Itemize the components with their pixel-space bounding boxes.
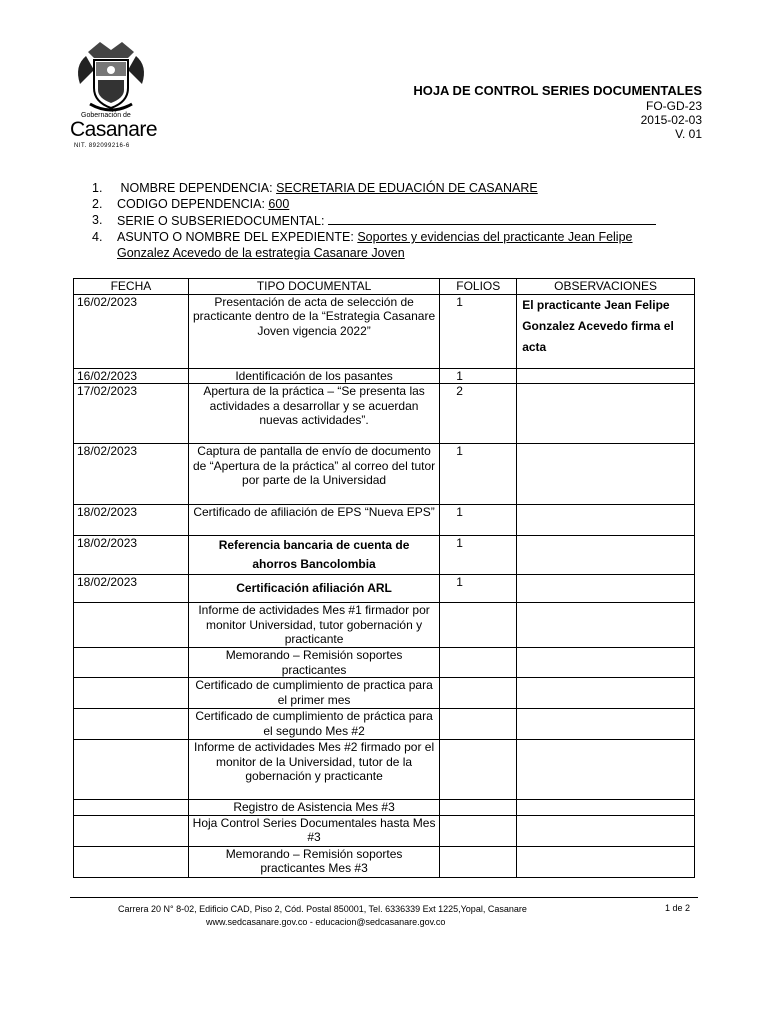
cell-fecha (74, 648, 189, 678)
table-row (74, 800, 695, 816)
document-version: V. 01 (675, 127, 702, 141)
cell-observaciones (517, 505, 695, 536)
cell-tipo-documental: Informe de actividades Mes #1 firmador por monitor Universidad, tutor gobernación y practicante (188, 603, 439, 648)
cell-fecha: 18/02/2023 (74, 444, 189, 505)
cell-fecha (74, 603, 189, 648)
cell-observaciones (517, 536, 695, 575)
logo-wordmark: Casanare (70, 118, 158, 141)
table-row (74, 384, 695, 444)
table-row (74, 648, 695, 678)
cell-folios: 1 (440, 368, 517, 384)
table-row (74, 709, 695, 740)
table-row (74, 740, 695, 800)
cell-fecha (74, 740, 189, 800)
field-dependencia: 1. NOMBRE DEPENDENCIA: SECRETARIA DE EDUACIÓN DE CASANARE (92, 181, 538, 195)
field-serie: 3. SERIE O SUBSERIEDOCUMENTAL: (92, 212, 656, 229)
document-code: FO-GD-23 (645, 99, 702, 113)
cell-folios (440, 846, 517, 877)
field-blank-line (328, 212, 656, 225)
cell-fecha: 18/02/2023 (74, 575, 189, 603)
field-label: CODIGO DEPENDENCIA: (117, 197, 269, 211)
field-value: SECRETARIA DE EDUACIÓN DE CASANARE (276, 181, 538, 195)
table-row (74, 575, 695, 603)
footer-divider (70, 897, 698, 898)
logo-nit: NIT. 892099216-6 (74, 143, 130, 149)
field-codigo: 2. CODIGO DEPENDENCIA: 600 (92, 197, 290, 211)
cell-folios (440, 648, 517, 678)
cell-tipo-documental: Certificado de cumplimiento de practica para el primer mes (188, 678, 439, 709)
cell-fecha (74, 815, 189, 846)
header-tipo-documental: TIPO DOCUMENTAL (188, 279, 439, 295)
page-number: 1 de 2 (664, 903, 690, 913)
cell-observaciones (517, 800, 695, 816)
cell-observaciones (517, 575, 695, 603)
cell-folios (440, 800, 517, 816)
cell-observaciones (517, 740, 695, 800)
footer-web-email: www.sedcasanare.gov.co - educacion@sedcasanare.gov.co (206, 917, 446, 927)
cell-fecha: 18/02/2023 (74, 505, 189, 536)
field-label: NOMBRE DEPENDENCIA: (120, 181, 277, 195)
cell-folios: 1 (440, 505, 517, 536)
cell-tipo-documental: Referencia bancaria de cuenta de ahorros Bancolombia (188, 536, 439, 575)
cell-tipo-documental: Hoja Control Series Documentales hasta Mes #3 (188, 815, 439, 846)
cell-observaciones (517, 603, 695, 648)
cell-fecha (74, 846, 189, 877)
cell-fecha: 18/02/2023 (74, 536, 189, 575)
cell-folios (440, 740, 517, 800)
table-row (74, 294, 695, 368)
document-title: HOJA DE CONTROL SERIES DOCUMENTALES (413, 83, 702, 98)
cell-folios: 2 (440, 384, 517, 444)
cell-tipo-documental: Apertura de la práctica – “Se presenta las actividades a desarrollar y se acuerdan nuevas actividades”. (188, 384, 439, 444)
cell-fecha: 17/02/2023 (74, 384, 189, 444)
table-row (74, 846, 695, 877)
cell-tipo-documental: Memorando – Remisión soportes practicantes Mes #3 (188, 846, 439, 877)
header-fecha: FECHA (74, 279, 189, 295)
table-row (74, 368, 695, 384)
document-date: 2015-02-03 (640, 113, 702, 127)
cell-folios: 1 (440, 575, 517, 603)
field-label: ASUNTO O NOMBRE DEL EXPEDIENTE: (117, 230, 358, 244)
cell-tipo-documental: Certificado de cumplimiento de práctica para el segundo Mes #2 (188, 709, 439, 740)
cell-observaciones: El practicante Jean Felipe Gonzalez Acevedo firma el acta (517, 294, 695, 368)
cell-tipo-documental: Memorando – Remisión soportes practicantes (188, 648, 439, 678)
cell-tipo-documental: Registro de Asistencia Mes #3 (188, 800, 439, 816)
documents-table (73, 278, 695, 878)
table-row (74, 536, 695, 575)
header-folios: FOLIOS (440, 279, 517, 295)
cell-observaciones (517, 368, 695, 384)
cell-observaciones (517, 384, 695, 444)
cell-observaciones (517, 709, 695, 740)
footer-address (118, 903, 527, 929)
cell-fecha (74, 709, 189, 740)
field-label: SERIE O SUBSERIEDOCUMENTAL: (117, 214, 328, 228)
cell-observaciones (517, 444, 695, 505)
cell-fecha: 16/02/2023 (74, 368, 189, 384)
document-fields (92, 180, 656, 261)
cell-fecha: 16/02/2023 (74, 294, 189, 368)
field-value-continued: Gonzalez Acevedo de la estrategia Casanare Joven (117, 246, 405, 260)
cell-folios (440, 709, 517, 740)
cell-fecha (74, 678, 189, 709)
cell-tipo-documental: Captura de pantalla de envío de documento de “Apertura de la práctica” al correo del tutor por parte de la Universidad (188, 444, 439, 505)
header-observaciones: OBSERVACIONES (517, 279, 695, 295)
field-value: 600 (268, 197, 290, 211)
cell-fecha (74, 800, 189, 816)
cell-folios: 1 (440, 536, 517, 575)
table-row (74, 815, 695, 846)
field-value: Soportes y evidencias del practicante Jean Felipe (357, 230, 633, 244)
cell-folios (440, 678, 517, 709)
cell-tipo-documental: Certificación afiliación ARL (188, 575, 439, 603)
cell-folios (440, 603, 517, 648)
cell-observaciones (517, 648, 695, 678)
cell-observaciones (517, 678, 695, 709)
cell-tipo-documental: Certificado de afiliación de EPS “Nueva EPS” (188, 505, 439, 536)
footer-address-line: Carrera 20 N° 8-02, Edificio CAD, Piso 2, Cód. Postal 850001, Tel. 6336339 Ext 1225,Yopal, Casanare (118, 904, 527, 914)
logo-subtitle: Gobernación de (81, 112, 131, 119)
table-row (74, 603, 695, 648)
table-row (74, 678, 695, 709)
cell-tipo-documental: Identificación de los pasantes (188, 368, 439, 384)
cell-folios: 1 (440, 444, 517, 505)
cell-tipo-documental: Presentación de acta de selección de practicante dentro de la “Estrategia Casanare Joven vigencia 2022” (188, 294, 439, 368)
table-header-row (74, 279, 695, 295)
cell-folios: 1 (440, 294, 517, 368)
cell-tipo-documental: Informe de actividades Mes #2 firmado por el monitor de la Universidad, tutor de la gobernación y practicante (188, 740, 439, 800)
field-asunto: 4. ASUNTO O NOMBRE DEL EXPEDIENTE: Soportes y evidencias del practicante Jean Felipe Gonzalez Acevedo de la estrategia Casanare Joven (92, 230, 633, 260)
document-header (413, 84, 702, 141)
cell-observaciones (517, 846, 695, 877)
table-row (74, 444, 695, 505)
cell-observaciones (517, 815, 695, 846)
table-row (74, 505, 695, 536)
cell-folios (440, 815, 517, 846)
